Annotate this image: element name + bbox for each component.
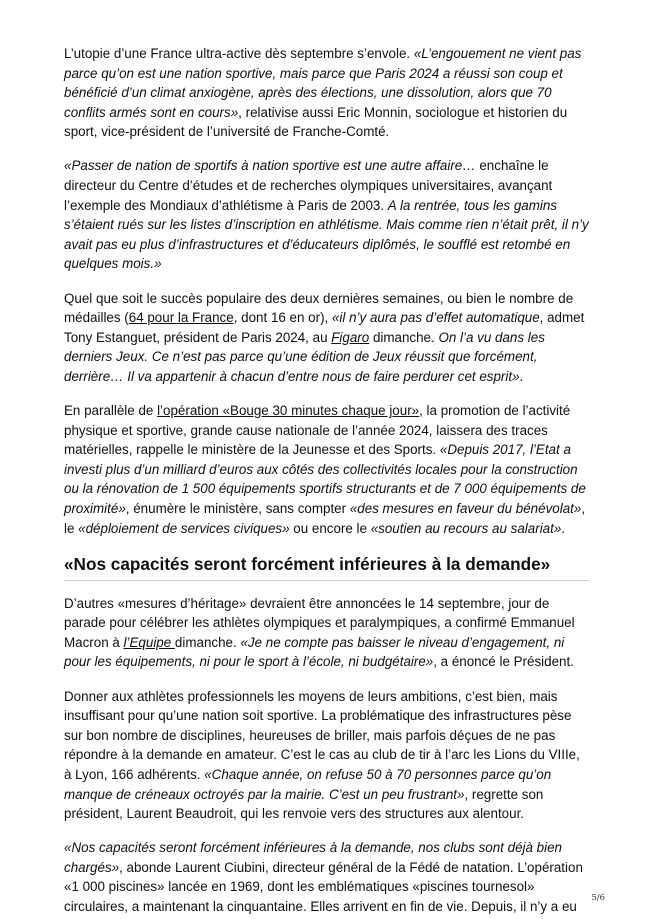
quote: «des mesures en faveur du bénévolat» — [349, 500, 582, 516]
quote: «soutien au recours au salariat» — [370, 520, 562, 536]
link-bouge-30-minutes[interactable]: l’opération «Bouge 30 minutes chaque jour» — [157, 403, 420, 418]
paragraph-5 — [64, 594, 589, 672]
text-run: , la promotion de l’activité physique et sportive, grande cause nationale de l’année 2024, laissera des traces matérielles, rappelle le ministère de la Jeunesse et des Sports. — [64, 403, 571, 458]
text-run: Quel que soit le succès populaire des deux dernières semaines, ou bien le nombre de médailles ( — [64, 290, 574, 326]
link-64-medals[interactable]: 64 pour la France — [128, 310, 234, 326]
text-run: dimanche. — [369, 329, 439, 345]
quote: «déploiement de services civiques» — [78, 520, 290, 536]
paragraph-2 — [64, 156, 589, 274]
text-run: . — [561, 520, 566, 536]
text-run: , admet Tony Estanguet, président de Paris 2024, au — [64, 310, 585, 345]
text-run: Donner aux athlètes professionnels les moyens de leurs ambitions, c’est bien, mais insuffisant pour qu’une nation soit sportive. La problématique des infrastructures pèse sur bon nombre de disciplines, heureuses de briller, mais parfois déçues de ne pas répondre à la demande en amateur. C’est le cas au club de tir à l’arc les Lions du VIIIe, à Lyon, 166 adhérents. — [64, 688, 580, 782]
page-number: 5/6 — [591, 893, 605, 903]
quote: «L’engouement ne vient pas parce qu’on est une nation sportive, mais parce que Paris 2024 a réussi son coup et bénéficié d’un climat anxiogène, après des élections, une dissolution, alors que 70 conflits armés sont en cours» — [64, 46, 582, 120]
quote: «Passer de nation de sportifs à nation sportive est une autre affaire… — [64, 158, 476, 174]
text-run: , le — [64, 500, 586, 536]
text-run: ou encore le — [289, 520, 371, 536]
link-figaro[interactable]: Figaro — [331, 329, 370, 345]
text-run: L’utopie d’une France ultra-active dès septembre s’envole. — [64, 46, 414, 61]
text-run: dimanche. — [174, 634, 241, 650]
quote: On l’a vu dans les derniers Jeux. Ce n’est pas parce qu’une édition de Jeux réussit que forcément, derrière… Il va appartenir à chacun d’entre nous de faire perdurer cet esprit» — [64, 329, 545, 384]
quote: «Nos capacités seront forcément inférieures à la demande, nos clubs sont déjà bien chargés» — [64, 840, 562, 875]
quote: «Chaque année, on refuse 50 à 70 personnes parce qu’on manque de créneaux octroyés par la mairie. C’est un peu frustrant» — [64, 766, 552, 802]
quote: «il n’y aura pas d’effet automatique — [331, 310, 540, 326]
paragraph-6 — [64, 687, 589, 824]
quote: «Depuis 2017, l’Etat a investi plus d’un milliard d’euros aux côtés des collectivités locales pour la construction ou la rénovation de 1 500 équipements sportifs structurants et de 7 000 équipements de proximité» — [64, 442, 586, 516]
text-run: , a énoncé le Président. — [433, 654, 574, 670]
text-run: . — [519, 368, 524, 384]
section-heading: «Nos capacités seront forcément inférieures à la demande» — [64, 553, 589, 581]
text-run: D’autres «mesures d’héritage» devraient être annoncées le 14 septembre, jour de parade pour célébrer les athlètes olympiques et paralympiques, a confirmé Emmanuel Macron à — [64, 595, 575, 650]
quote: «Je ne compte pas baisser le niveau d’engagement, ni pour les équipements, ni pour le sport à l’école, ni budgétaire» — [64, 634, 565, 670]
text-run: , dont 16 en or), — [233, 310, 332, 326]
quote: A la rentrée, tous les gamins s’étaient rués sur les listes d’inscription en athlétisme. Mais comme rien n’était prêt, il n’y avait pas eu plus d’infrastructures et d’éducateurs diplômés, le soufflé est retombé en quelques mois.» — [64, 197, 589, 272]
text-run: enchaîne le directeur du Centre d’études et de recherches olympiques universitaires, avançant l’exemple des Mondiaux d’athlétisme à Paris de 2003. — [64, 158, 553, 213]
paragraph-4 — [64, 401, 589, 538]
paragraph-1 — [64, 44, 589, 142]
link-lequipe[interactable]: l’Equipe — [123, 634, 175, 650]
text-run: , regrette son président, Laurent Beaudroit, qui les renvoie vers des structures aux alentour. — [64, 786, 544, 822]
text-run: , abonde Laurent Ciubini, directeur général de la Fédé de natation. L’opération «1 000 piscines» lancée en 1969, dont les emblématiques «piscines tournesol» circulaires, a maintenant la cinquantaine. Elles arrivent en fin de vie. Depuis, il n’y a eu — [64, 859, 583, 914]
text-run: En parallèle de — [64, 403, 158, 418]
paragraph-3 — [64, 289, 589, 387]
text-run: , énumère le ministère, sans compter — [125, 500, 350, 516]
text-run: , relativise aussi Eric Monnin, sociologue et historien du sport, vice-président de l’université de Franche-Comté. — [64, 104, 568, 140]
paragraph-7 — [64, 838, 589, 916]
